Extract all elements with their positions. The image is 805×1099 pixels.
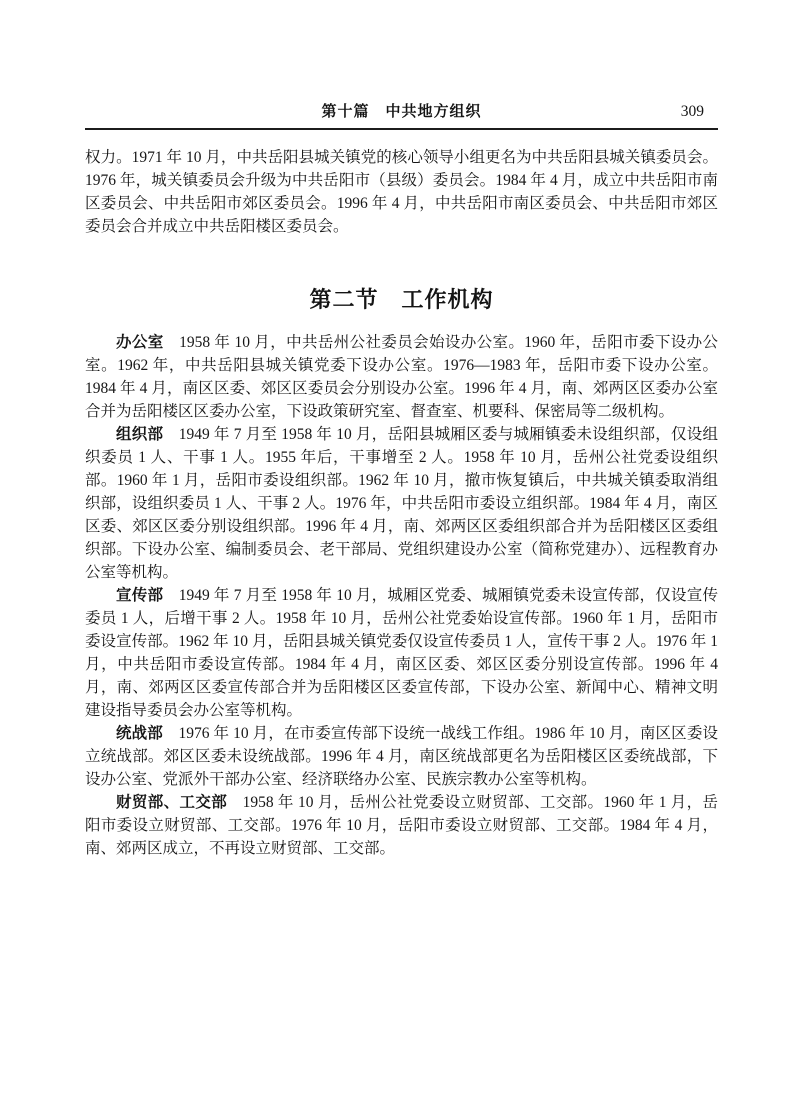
page-content xyxy=(85,0,718,860)
intro-paragraph: 权力。1971 年 10 月，中共岳阳县城关镇党的核心领导小组更名为中共岳阳县城关镇委员会。1976 年，城关镇委员会升级为中共岳阳市（县级）委员会。1984 年 4 月，成立中共岳阳市南区委员会、中共岳阳市郊区委员会。1996 年 4 月，中共岳阳市南区委员会、中共岳阳市郊区委员会合并成立中共岳阳楼区委员会。 xyxy=(85,149,718,235)
running-header xyxy=(85,0,718,130)
para-united-front-dept xyxy=(85,722,718,791)
para-propaganda-dept-term: 宣传部 xyxy=(116,587,164,604)
section-title: 第二节 工作机构 xyxy=(309,287,494,312)
para-finance-trade-industry-dept-term: 财贸部、工交部 xyxy=(116,794,228,811)
para-organization-dept xyxy=(85,423,718,584)
page-number: 309 xyxy=(680,103,704,120)
para-organization-dept-text: 1949 年 7 月至 1958 年 10 月，岳阳县城厢区委与城厢镇委未设组织部，仅设组织委员 1 人、干事 1 人。1955 年后，干事增至 2 人。1958 年 10 月，岳州公社党委设组织部。1960 年 1 月，岳阳市委设组织部。1962 年 10 月，撤市恢复镇后，中共城关镇委取消组织部，设组织委员 1 人、干事 2 人。1976 年，中共岳阳市委设立组织部。1984 年 4 月，南区区委、郊区区委分别设组织部。1996 年 4 月，南、郊两区区委组织部合并为岳阳楼区区委组织部。下设办公室、编制委员会、老干部局、党组织建设办公室（简称党建办）、远程教育办公室等机构。 xyxy=(85,426,718,581)
para-united-front-dept-term: 统战部 xyxy=(116,725,163,742)
para-finance-trade-industry-dept-text: 1958 年 10 月，岳州公社党委设立财贸部、工交部。1960 年 1 月，岳阳市委设立财贸部、工交部。1976 年 10 月，岳阳市委设立财贸部、工交部。1984 年 4 月，南、郊两区成立，不再设立财贸部、工交部。 xyxy=(85,794,718,857)
para-propaganda-dept-text: 1949 年 7 月至 1958 年 10 月，城厢区党委、城厢镇党委未设宣传部，仅设宣传委员 1 人，后增干事 2 人。1958 年 10 月，岳州公社党委始设宣传部。1960 年 1 月，岳阳市委设宣传部。1962 年 10 月，岳阳县城关镇党委仅设宣传委员 1 人，宣传干事 2 人。1976 年 1 月，中共岳阳市委设宣传部。1984 年 4 月，南区区委、郊区区委分别设宣传部。1996 年 4 月，南、郊两区区委宣传部合并为岳阳楼区区委宣传部，下设办公室、新闻中心、精神文明建设指导委员会办公室等机构。 xyxy=(85,587,718,719)
para-finance-trade-industry-dept xyxy=(85,791,718,860)
body-text xyxy=(85,146,718,860)
para-united-front-dept-text: 1976 年 10 月，在市委宣传部下设统一战线工作组。1986 年 10 月，南区区委设立统战部。郊区区委未设统战部。1996 年 4 月，南区统战部更名为岳阳楼区区委统战部，下设办公室、党派外干部办公室、经济联络办公室、民族宗教办公室等机构。 xyxy=(85,725,718,788)
para-office-term: 办公室 xyxy=(116,334,164,351)
para-office xyxy=(85,331,718,423)
para-organization-dept-term: 组织部 xyxy=(116,426,164,443)
para-office-text: 1958 年 10 月，中共岳州公社委员会始设办公室。1960 年，岳阳市委下设办公室。1962 年，中共岳阳县城关镇党委下设办公室。1976—1983 年，岳阳市委下设办公室。1984 年 4 月，南区区委、郊区区委员会分别设办公室。1996 年 4 月，南、郊两区区委办公室合并为岳阳楼区区委办公室，下设政策研究室、督查室、机要科、保密局等二级机构。 xyxy=(85,334,718,420)
running-header-title: 第十篇 中共地方组织 xyxy=(321,103,482,120)
para-propaganda-dept xyxy=(85,584,718,722)
